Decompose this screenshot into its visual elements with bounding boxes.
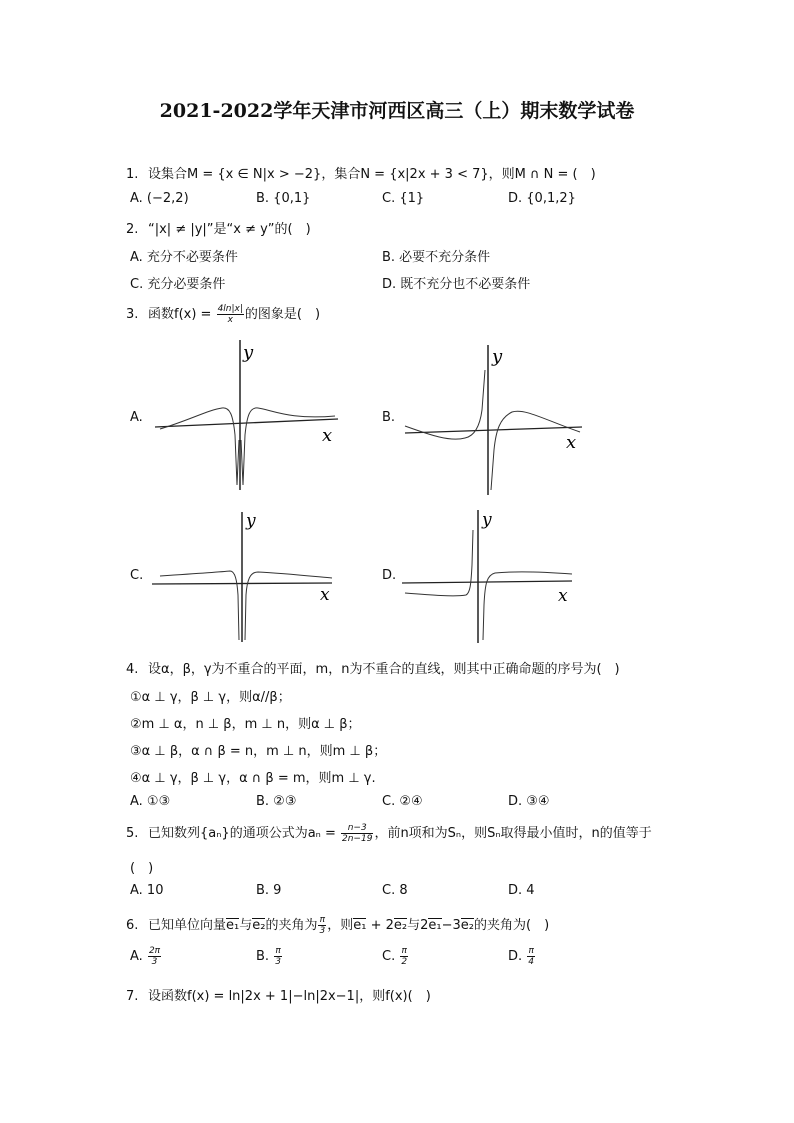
question-7 <box>126 985 431 1004</box>
x-axis-label: x <box>558 586 568 606</box>
statement-1: ①α ⊥ γ，β ⊥ γ，则α//β； <box>130 690 291 705</box>
graph-b[interactable] <box>400 340 590 495</box>
curve-left <box>160 571 239 640</box>
question-3 <box>126 303 320 325</box>
graph-c[interactable] <box>150 510 340 645</box>
q4-option-a[interactable]: A. ①③ <box>130 794 171 809</box>
y-axis-label: y <box>492 346 503 367</box>
question-number: 6. <box>126 918 139 933</box>
graph-d[interactable] <box>400 505 580 645</box>
vector-e1: e₁ <box>353 918 367 933</box>
question-5-line-2: ( ) <box>130 861 154 876</box>
question-text: 设α，β，γ为不重合的平面，m，n为不重合的直线，则其中正确命题的序号为( ) <box>148 662 620 677</box>
question-number: 3. <box>126 307 139 322</box>
fraction: $\frac{\pi}{4}$ <box>528 946 535 967</box>
question-text-post: ，前n项和为Sₙ，则Sₙ取得最小值时，n的值等于 <box>374 826 652 841</box>
curve-left <box>405 370 485 439</box>
curve-left <box>405 530 473 596</box>
q6-option-c[interactable] <box>382 946 409 967</box>
question-2 <box>126 218 311 237</box>
question-text-mid: 的夹角为 <box>265 918 318 933</box>
question-text-mid2: ，则 <box>327 918 354 933</box>
x-axis <box>405 427 582 433</box>
question-number: 7. <box>126 989 139 1004</box>
question-6 <box>126 914 549 936</box>
x-axis-label: x <box>320 585 330 605</box>
option-label: D. <box>508 949 523 964</box>
q6-option-a[interactable] <box>130 946 162 967</box>
question-text-pre: 已知单位向量 <box>148 918 227 933</box>
q5-option-a[interactable]: A. 10 <box>130 883 164 898</box>
q2-option-d[interactable]: D. 既不充分也不必要条件 <box>382 277 531 292</box>
question-text-post: 的夹角为( ) <box>474 918 550 933</box>
vector-e1: e₁ <box>428 918 442 933</box>
operator: −3 <box>441 918 461 933</box>
vector-e2: e₂ <box>393 918 408 933</box>
question-text: “|x| ≠ |y|”是“x ≠ y”的( ) <box>148 222 311 237</box>
curve-left <box>160 408 239 485</box>
fraction: $\frac{\pi}{3}$ <box>319 915 326 936</box>
q1-option-d[interactable]: D. {0,1,2} <box>508 191 576 206</box>
q5-option-b[interactable]: B. 9 <box>256 883 282 898</box>
question-text-and: 与 <box>239 918 253 933</box>
y-axis-label: y <box>243 342 254 363</box>
q6-option-b[interactable] <box>256 946 283 967</box>
operator: + 2 <box>366 918 394 933</box>
question-number: 1. <box>126 167 139 182</box>
option-label: B. <box>256 949 270 964</box>
q2-option-b[interactable]: B. 必要不充分条件 <box>382 250 491 265</box>
q1-option-a[interactable]: A. (−2,2) <box>130 191 189 206</box>
curve-right <box>245 572 332 640</box>
q3-option-d-label[interactable]: D. <box>382 568 397 583</box>
q5-option-c[interactable]: C. 8 <box>382 883 408 898</box>
fraction: $\frac{\pi}{3}$ <box>275 946 281 967</box>
fraction: $\frac{n-3}{2n-19}$ <box>342 823 373 844</box>
vector-e2: e₂ <box>460 918 474 933</box>
y-axis-label: y <box>246 511 256 531</box>
question-number: 2. <box>126 222 139 237</box>
q5-option-d[interactable]: D. 4 <box>508 883 535 898</box>
q4-option-c[interactable]: C. ②④ <box>382 794 423 809</box>
q4-option-d[interactable]: D. ③④ <box>508 794 550 809</box>
option-label: A. <box>130 949 143 964</box>
vector-e1: e₁ <box>226 918 240 933</box>
question-number: 5. <box>126 826 139 841</box>
q3-option-a-label[interactable]: A. <box>130 410 143 425</box>
question-number: 4. <box>126 662 139 677</box>
fraction: $\frac{2\pi}{3}$ <box>148 946 161 967</box>
option-label: C. <box>382 949 396 964</box>
statement-2: ②m ⊥ α，n ⊥ β，m ⊥ n，则α ⊥ β； <box>130 717 361 732</box>
fraction: $\frac{\pi}{2}$ <box>401 946 408 967</box>
page-title: 2021-2022学年天津市河西区高三（上）期末数学试卷 <box>159 100 635 122</box>
question-text-pre: 函数f(x) = <box>148 307 216 322</box>
x-axis-label: x <box>322 425 333 446</box>
q4-option-b[interactable]: B. ②③ <box>256 794 297 809</box>
q2-option-c[interactable]: C. 充分必要条件 <box>130 277 226 292</box>
q6-option-d[interactable] <box>508 946 536 967</box>
q3-option-b-label[interactable]: B. <box>382 410 396 425</box>
statement-3: ③α ⊥ β，α ∩ β = n，m ⊥ n，则m ⊥ β； <box>130 744 387 759</box>
x-axis-label: x <box>566 432 577 453</box>
question-text-post: 的图象是( ) <box>244 307 321 322</box>
question-1 <box>126 163 596 182</box>
graph-a[interactable] <box>150 340 350 490</box>
fraction: $\frac{4\ln|x|}{x}$ <box>217 304 243 325</box>
q1-option-b[interactable]: B. {0,1} <box>256 191 311 206</box>
q2-option-a[interactable]: A. 充分不必要条件 <box>130 250 238 265</box>
question-5 <box>126 822 652 844</box>
question-text-pre: 已知数列{aₙ}的通项公式为aₙ = <box>148 826 340 841</box>
question-text-and: 与2 <box>407 918 429 933</box>
statement-4: ④α ⊥ γ，β ⊥ γ，α ∩ β = m，则m ⊥ γ. <box>130 771 376 786</box>
q1-option-c[interactable]: C. {1} <box>382 191 425 206</box>
question-4 <box>126 658 620 677</box>
question-text: 设集合M = {x ∈ N|x > −2}，集合N = {x|2x + 3 < 7}，则M ∩ N = ( ) <box>148 167 596 182</box>
vector-e2: e₂ <box>252 918 266 933</box>
question-text: 设函数f(x) = ln|2x + 1|−ln|2x−1|，则f(x)( ) <box>148 989 431 1004</box>
q3-option-c-label[interactable]: C. <box>130 568 144 583</box>
y-axis-label: y <box>482 510 492 530</box>
x-axis <box>152 583 332 584</box>
